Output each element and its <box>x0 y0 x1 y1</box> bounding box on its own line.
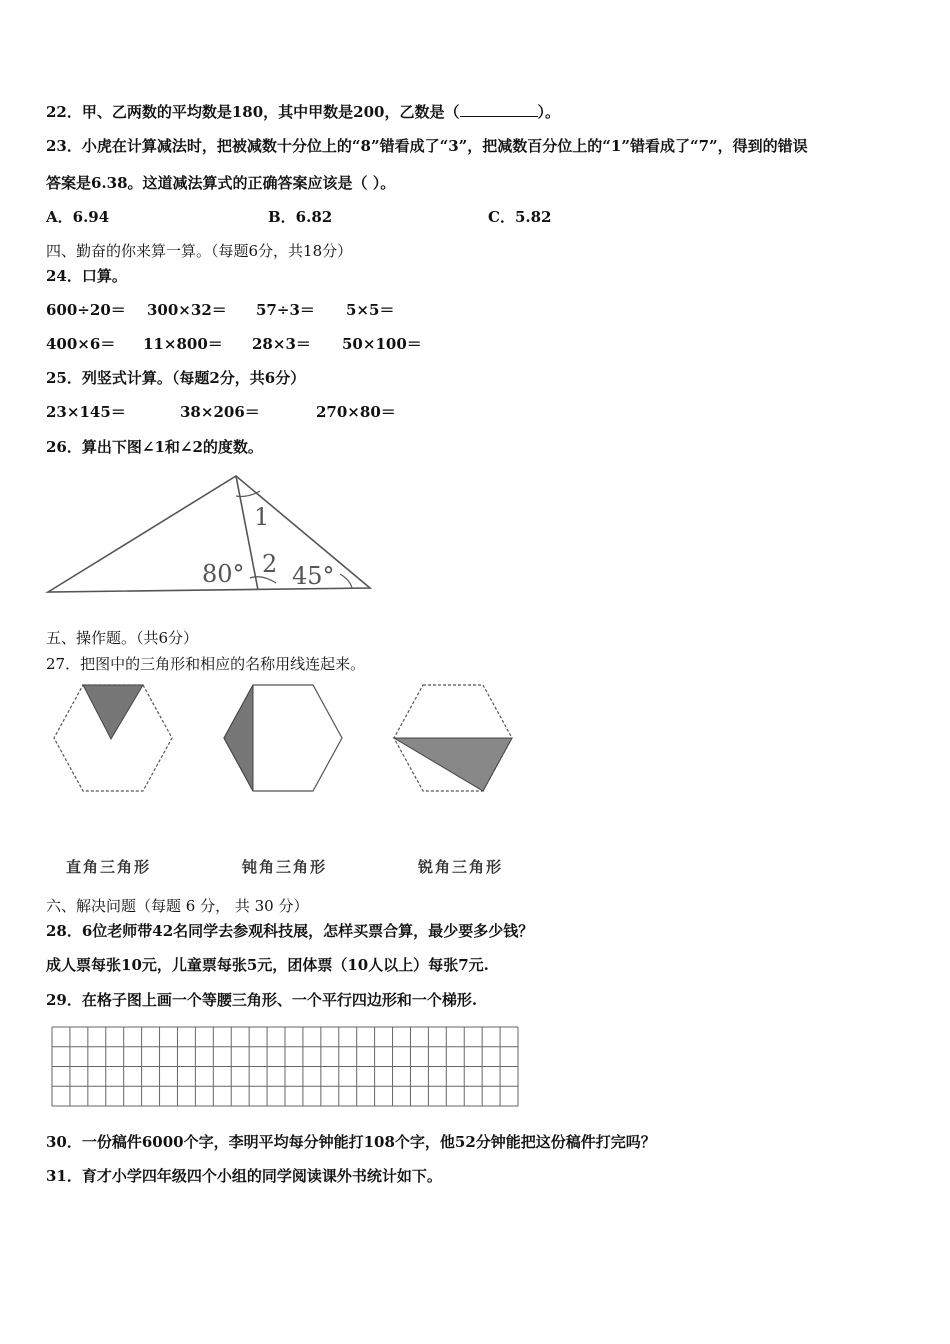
drawing-grid[interactable] <box>50 1025 520 1107</box>
triangle-angle-figure <box>40 468 380 602</box>
option-b[interactable]: B．6.82 <box>268 208 333 226</box>
vertical-calc-item: 38×206＝ <box>180 403 260 421</box>
hexagon-right-triangle <box>48 682 178 794</box>
vertical-calc-item: 270×80＝ <box>316 403 396 421</box>
answer-blank[interactable] <box>460 102 538 117</box>
question-22-text: 22．甲、乙两数的平均数是180，其中甲数是200，乙数是（ <box>46 103 460 121</box>
mental-calc-item: 28×3＝ <box>252 335 311 353</box>
hexagon-acute-triangle <box>388 682 518 794</box>
mental-calc-item: 50×100＝ <box>342 335 422 353</box>
question-23-line-2: 答案是6.38。这道减法算式的正确答案应该是（ ）。 <box>46 174 396 192</box>
mental-calc-item: 300×32＝ <box>147 301 227 319</box>
question-22-end: ）。 <box>537 103 561 121</box>
label-right-triangle[interactable]: 直角三角形 <box>66 858 152 876</box>
question-25-title: 25．列竖式计算。（每题2分，共6分） <box>46 369 306 387</box>
mental-calc-item: 600÷20＝ <box>46 301 126 319</box>
mental-calc-item: 57÷3＝ <box>256 301 315 319</box>
section-4-heading: 四、勤奋的你来算一算。（每题6分，共18分） <box>46 242 353 260</box>
mental-calc-item: 400×6＝ <box>46 335 116 353</box>
question-30-text: 30．一份稿件6000个字，李明平均每分钟能打108个字，他52分钟能把这份稿件打完吗？ <box>46 1133 656 1151</box>
angle-2-label: 2 <box>262 550 278 578</box>
mental-calc-item: 11×800＝ <box>143 335 223 353</box>
question-24-title: 24．口算。 <box>46 267 127 285</box>
question-26-title: 26．算出下图∠1和∠2的度数。 <box>46 438 263 456</box>
mental-calc-item: 5×5＝ <box>346 301 395 319</box>
section-6-heading: 六、解决问题（每题 6 分， 共 30 分） <box>46 897 309 915</box>
option-c[interactable]: C．5.82 <box>488 208 552 226</box>
option-a[interactable]: A．6.94 <box>46 208 110 226</box>
label-obtuse-triangle[interactable]: 钝角三角形 <box>242 858 328 876</box>
angle-45-label: 45° <box>292 562 335 590</box>
question-27-title: 27．把图中的三角形和相应的名称用线连起来。 <box>46 655 366 673</box>
angle-80-label: 80° <box>202 560 245 588</box>
question-22 <box>46 102 560 122</box>
question-28-line-2: 成人票每张10元，儿童票每张5元，团体票（10人以上）每张7元. <box>46 956 489 974</box>
hexagon-obtuse-triangle <box>218 682 348 794</box>
question-29-text: 29．在格子图上画一个等腰三角形、一个平行四边形和一个梯形. <box>46 991 478 1009</box>
question-28-line-1: 28．6位老师带42名同学去参观科技展，怎样买票合算，最少要多少钱？ <box>46 922 534 940</box>
question-31-text: 31．育才小学四年级四个小组的同学阅读课外书统计如下。 <box>46 1167 442 1185</box>
question-23-line-1: 23．小虎在计算减法时，把被减数十分位上的“8”错看成了“3”，把减数百分位上的“1”错看成了“7”，得到的错误 <box>46 137 808 155</box>
vertical-calc-item: 23×145＝ <box>46 403 126 421</box>
section-5-heading: 五、操作题。（共6分） <box>46 629 199 647</box>
label-acute-triangle[interactable]: 锐角三角形 <box>418 858 504 876</box>
angle-1-label: 1 <box>254 503 270 531</box>
